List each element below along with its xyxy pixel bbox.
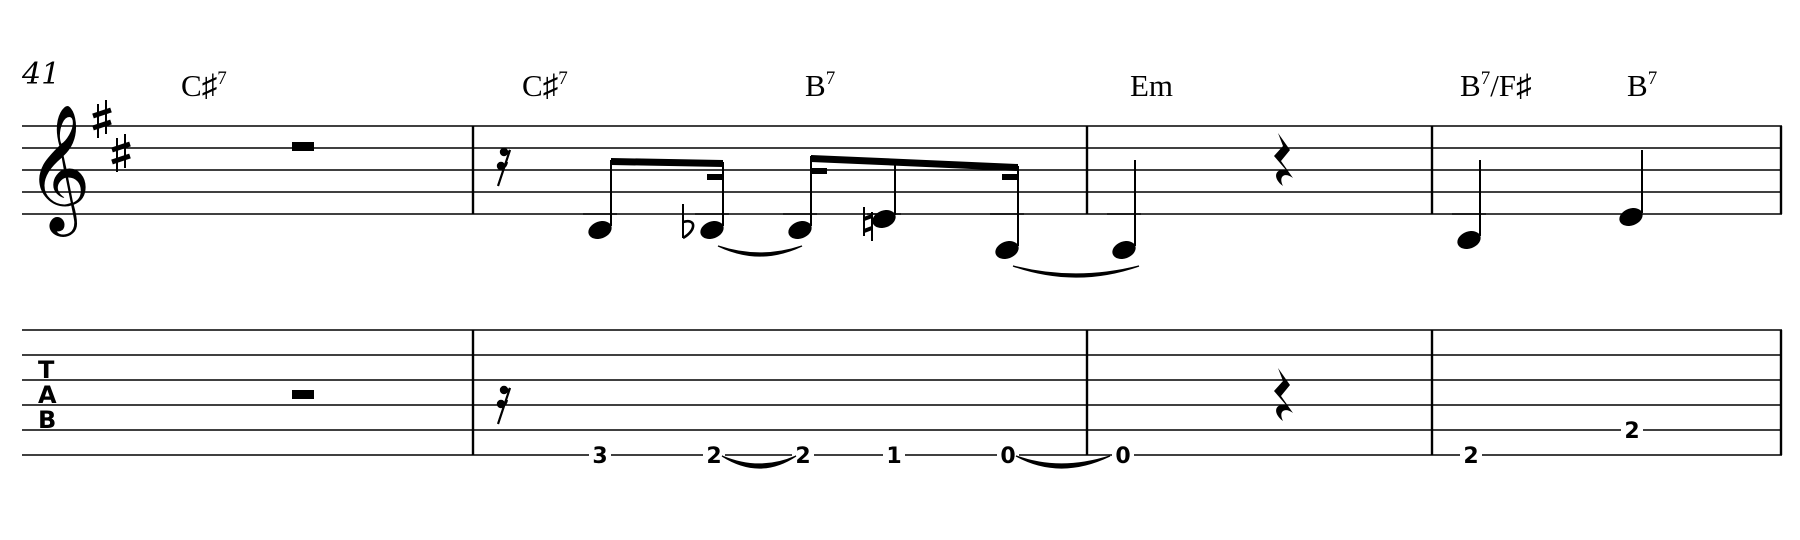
tie	[722, 456, 796, 468]
chord-symbol: B7	[1627, 68, 1658, 103]
notes-measure-43	[1107, 133, 1293, 262]
fret-number: 3	[592, 444, 608, 469]
tie	[1013, 266, 1139, 277]
fret-number: 2	[1463, 444, 1479, 469]
key-signature	[93, 100, 130, 172]
tab-fret-numbers	[589, 419, 1643, 469]
treble-clef-icon: 𝄞	[26, 103, 92, 231]
fret-number: 2	[1624, 419, 1640, 444]
chord-symbol: C♯7	[522, 68, 568, 103]
note-head	[786, 218, 814, 242]
measure-number: 41	[22, 57, 61, 92]
sharp-f-icon	[93, 100, 111, 138]
note-head	[1617, 205, 1645, 229]
quarter-rest-icon	[1274, 368, 1293, 421]
flat-icon	[683, 204, 693, 238]
note-head	[1110, 238, 1138, 262]
natural-icon	[864, 207, 872, 241]
chord-symbol: B7/F♯	[1460, 68, 1532, 103]
note-head	[698, 218, 726, 242]
chord-symbol: B7	[805, 68, 836, 103]
tie	[1016, 456, 1110, 468]
chord-symbol: Em	[1130, 68, 1174, 103]
fret-number: 1	[886, 444, 902, 469]
notes-measure-42	[583, 155, 1139, 277]
fret-number: 0	[1115, 444, 1131, 469]
svg-text:A: A	[38, 381, 57, 409]
chord-symbols	[181, 68, 1657, 103]
fret-number: 2	[795, 444, 811, 469]
chord-symbol: C♯7	[181, 68, 227, 103]
notes-measure-44	[1452, 150, 1645, 252]
tab-barlines	[473, 330, 1781, 455]
note-head	[1455, 228, 1483, 252]
note-head	[993, 238, 1021, 262]
note-head	[586, 218, 614, 242]
tie	[718, 246, 802, 256]
svg-text:B: B	[38, 406, 57, 434]
fret-number: 2	[706, 444, 722, 469]
sixteenth-rest-icon	[497, 148, 510, 186]
fret-number: 0	[1000, 444, 1016, 469]
sharp-c-icon	[112, 134, 130, 172]
quarter-rest-icon	[1274, 133, 1293, 186]
note-head	[870, 207, 898, 231]
whole-rest-icon	[292, 390, 314, 399]
svg-text:T: T	[38, 356, 55, 384]
tab-clef	[38, 356, 57, 434]
tab-staff	[22, 330, 1782, 455]
notation-staff	[22, 126, 1782, 214]
whole-rest-icon	[292, 142, 314, 151]
